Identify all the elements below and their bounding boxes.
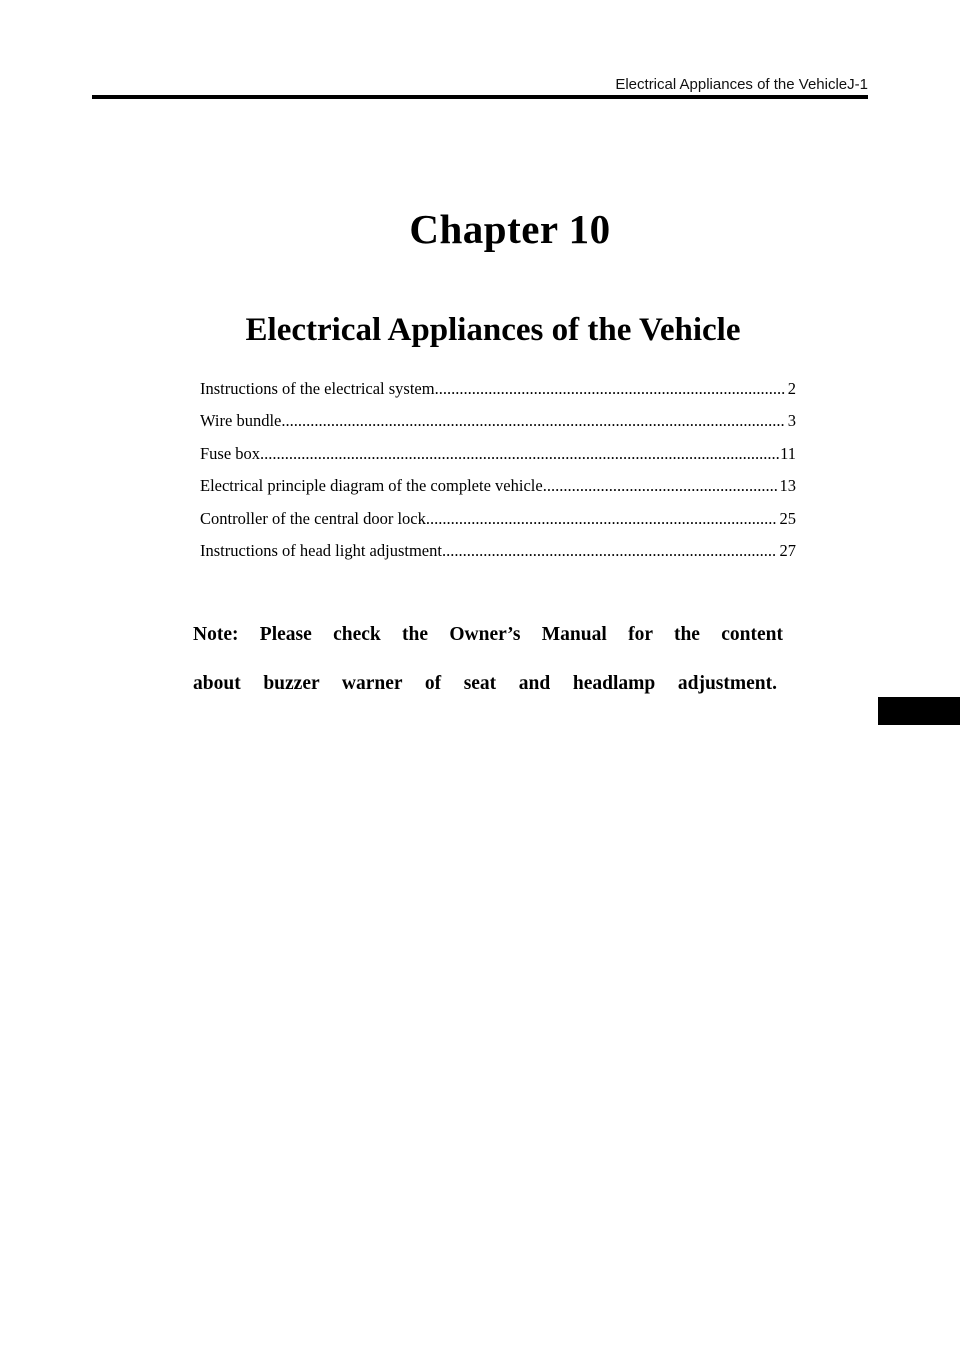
toc-entry-page: 27 xyxy=(779,540,796,560)
toc-entry-title: Instructions of head light adjustment xyxy=(200,540,442,560)
toc-entry-title: Controller of the central door lock xyxy=(200,508,426,528)
toc-entry[interactable] xyxy=(200,541,800,573)
toc-entry-page: 3 xyxy=(787,411,796,431)
note-line-2: about buzzer warner of seat and headlamp adjustment. xyxy=(193,673,777,694)
toc-entry[interactable] xyxy=(200,476,800,508)
toc-leader-dots: ..................................................................................... xyxy=(425,508,777,528)
toc-entry-title: Fuse box xyxy=(200,443,261,463)
toc-entry-page: 25 xyxy=(779,508,796,528)
toc-leader-dots: ..................................................................................... xyxy=(434,379,786,398)
toc-entry-page: 2 xyxy=(787,379,796,398)
toc-entry-title: Wire bundle xyxy=(200,411,282,431)
note-line-1: Note: Please check the Owner’s Manual for the content xyxy=(193,624,783,645)
toc-entry-page: 13 xyxy=(779,476,796,496)
toc-leader-dots: ................................................................................. xyxy=(441,540,777,560)
toc-leader-dots: .............................................................................................................................. xyxy=(260,443,780,463)
chapter-title: Chapter 10 xyxy=(409,206,611,252)
table-of-contents xyxy=(200,379,800,573)
toc-leader-dots: ......................................................... xyxy=(542,476,778,496)
toc-entry-page: 11 xyxy=(780,443,796,463)
toc-entry[interactable] xyxy=(200,509,800,541)
toc-entry[interactable] xyxy=(200,379,800,411)
running-header: Electrical Appliances of the VehicleJ-1 xyxy=(615,76,868,93)
chapter-thumb-tab xyxy=(878,697,960,725)
toc-entry[interactable] xyxy=(200,444,800,476)
toc-entry-title: Electrical principle diagram of the complete vehicle xyxy=(200,476,543,496)
section-title: Electrical Appliances of the Vehicle xyxy=(245,312,741,348)
toc-entry[interactable] xyxy=(200,411,800,443)
toc-entry-title: Instructions of the electrical system xyxy=(200,379,435,398)
header-rule xyxy=(92,95,868,99)
toc-leader-dots: .......................................................................................................................... xyxy=(281,411,785,431)
